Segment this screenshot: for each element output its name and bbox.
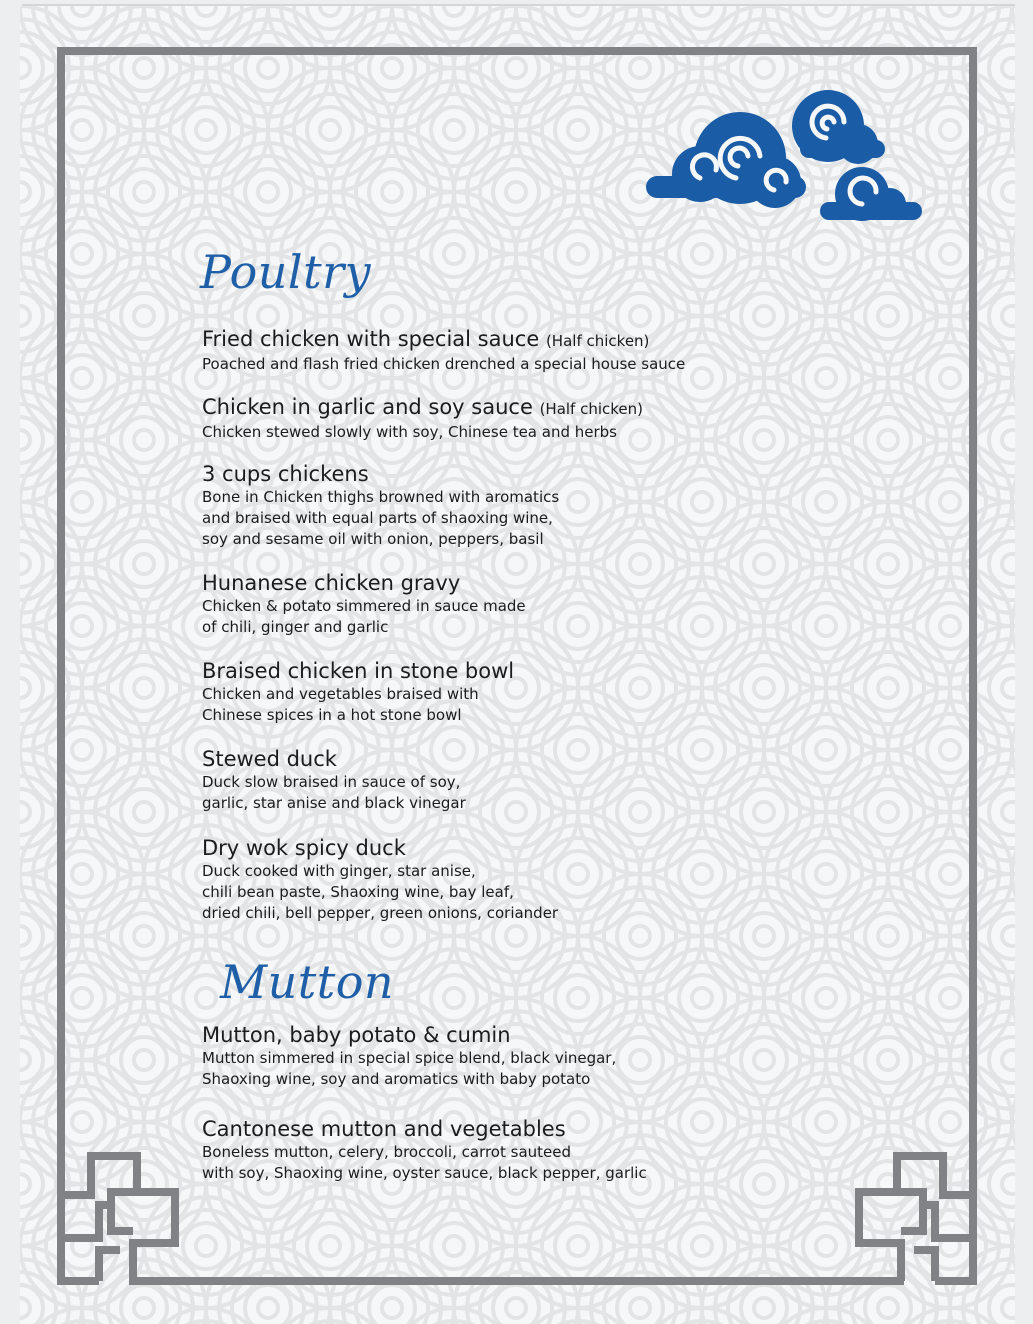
dish-name: Fried chicken with special sauce <box>202 327 540 351</box>
mutton-section-title: Mutton <box>220 955 395 1009</box>
dish-item <box>202 461 559 550</box>
frame-corner-left-icon <box>61 1150 175 1281</box>
dish-item <box>202 1022 616 1090</box>
dish-description: Mutton simmered in special spice blend, black vinegar, Shaoxing wine, soy and aromatics with baby potato <box>202 1049 617 1088</box>
dish-description: Duck slow braised in sauce of soy, garlic, star anise and black vinegar <box>202 773 466 812</box>
dish-name: Mutton, baby potato & cumin <box>202 1023 511 1047</box>
dish-name: Cantonese mutton and vegetables <box>202 1117 566 1141</box>
dish-item <box>202 326 685 375</box>
dish-name: Dry wok spicy duck <box>202 836 406 860</box>
dish-description: Poached and flash fried chicken drenched a special house sauce <box>202 355 686 373</box>
dish-item <box>202 1116 647 1184</box>
dish-item <box>202 658 514 726</box>
dish-name: Hunanese chicken gravy <box>202 571 461 595</box>
dish-description: Boneless mutton, celery, broccoli, carrot sauteed with soy, Shaoxing wine, oyster sauce, black pepper, garlic <box>202 1143 647 1182</box>
dish-portion-note: (Half chicken) <box>545 332 650 350</box>
dish-portion-note: (Half chicken) <box>539 400 644 418</box>
dish-name: Chicken in garlic and soy sauce <box>202 395 533 419</box>
dish-item <box>202 570 526 638</box>
frame-corner-right-icon <box>859 1150 973 1281</box>
dish-item <box>202 746 466 814</box>
dish-name: Braised chicken in stone bowl <box>202 659 515 683</box>
blue-cloud-cluster-icon <box>640 86 930 236</box>
dish-name: 3 cups chickens <box>202 462 369 486</box>
dish-description: Chicken & potato simmered in sauce made of chili, ginger and garlic <box>202 597 526 636</box>
dish-description: Chicken stewed slowly with soy, Chinese tea and herbs <box>202 423 617 441</box>
poultry-section-title: Poultry <box>200 245 372 299</box>
dish-name: Stewed duck <box>202 747 337 771</box>
dish-item <box>202 835 558 924</box>
dish-description: Chicken and vegetables braised with Chinese spices in a hot stone bowl <box>202 685 479 724</box>
dish-description: Duck cooked with ginger, star anise, chili bean paste, Shaoxing wine, bay leaf, dried chili, bell pepper, green onions, coriander <box>202 862 559 922</box>
dish-item <box>202 394 643 443</box>
dish-description: Bone in Chicken thighs browned with aromatics and braised with equal parts of shaoxing wine, soy and sesame oil with onion, peppers, basil <box>202 488 560 548</box>
